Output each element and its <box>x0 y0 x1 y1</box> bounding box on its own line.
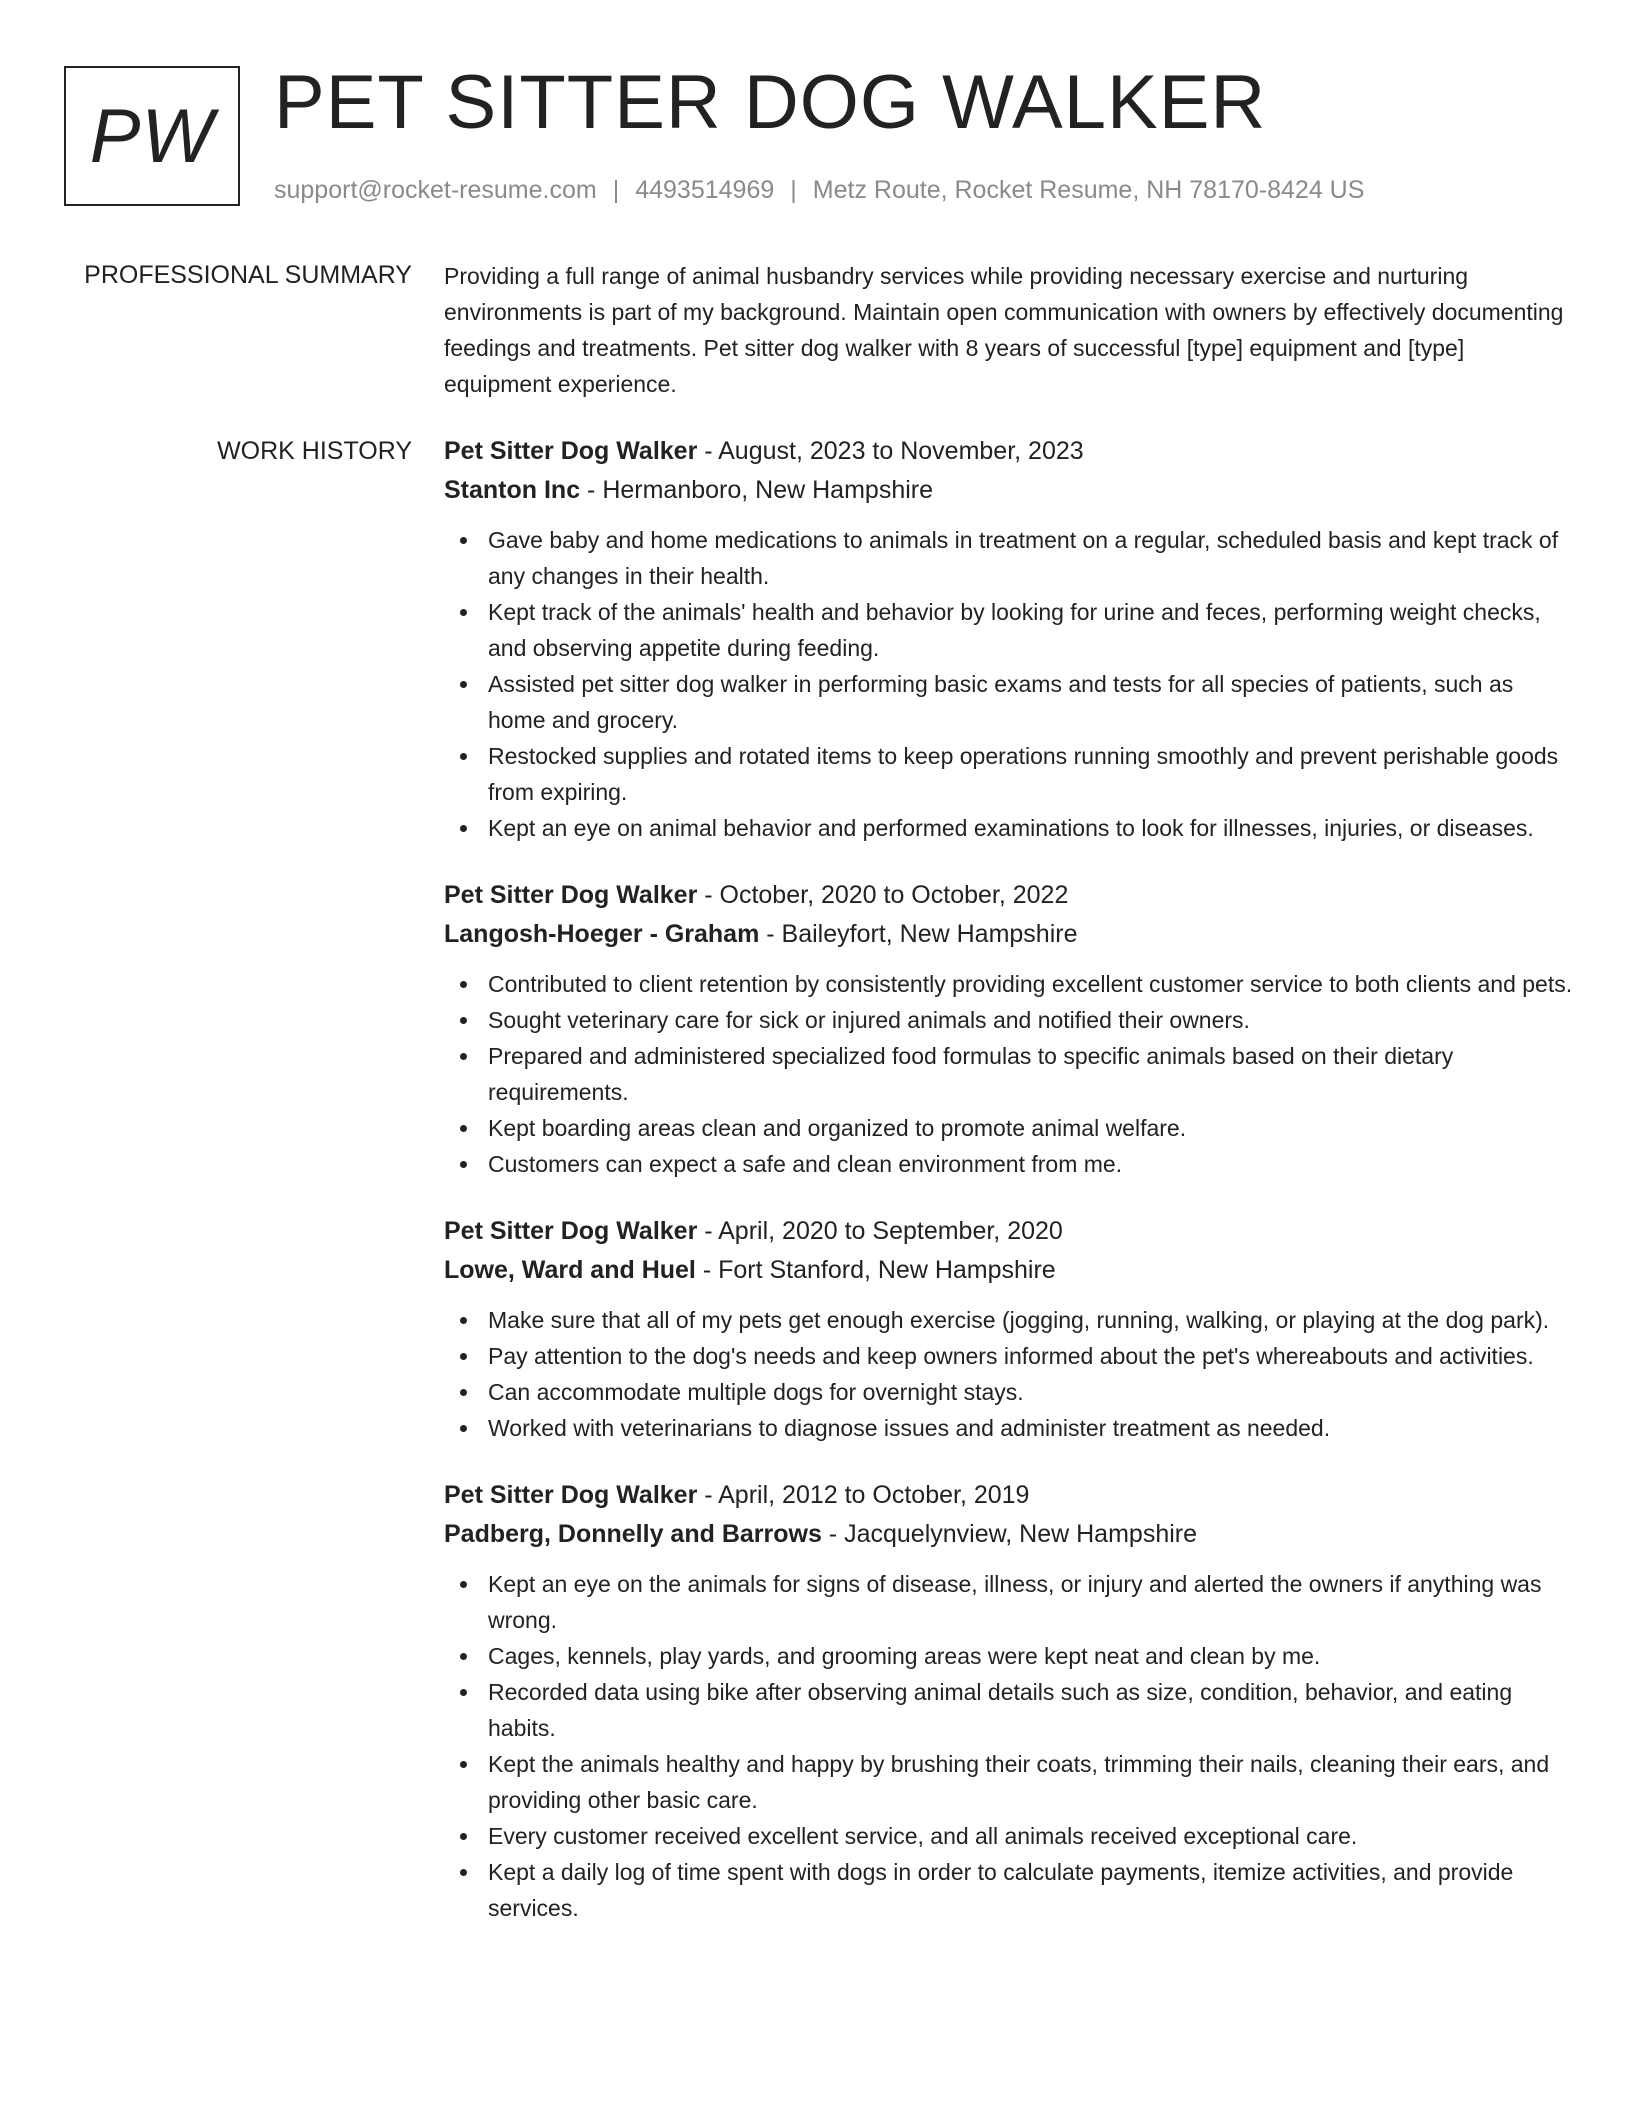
job-bullet-text: Cages, kennels, play yards, and grooming areas were kept neat and clean by me. <box>488 1643 1321 1669</box>
job-title-line <box>444 432 1574 471</box>
job-bullet <box>444 738 1574 810</box>
bullet-dot-icon <box>460 1017 467 1024</box>
job-bullet <box>444 666 1574 738</box>
bullet-dot-icon <box>460 1425 467 1432</box>
bullet-dot-icon <box>460 681 467 688</box>
job-dates: - October, 2020 to October, 2022 <box>697 881 1069 909</box>
job-bullet-text: Recorded data using bike after observing animal details such as size, condition, behavior, and eating habits. <box>488 1679 1513 1741</box>
job-bullet <box>444 1002 1574 1038</box>
job-bullet-text: Customers can expect a safe and clean environment from me. <box>488 1151 1123 1177</box>
bullet-dot-icon <box>460 1317 467 1324</box>
job-company: Langosh-Hoeger - Graham <box>444 920 760 948</box>
job-bullet-list <box>444 1302 1574 1446</box>
job-bullet-text: Make sure that all of my pets get enough exercise (jogging, running, walking, or playing at the dog park). <box>488 1307 1550 1333</box>
summary-text: Providing a full range of animal husbandry services while providing necessary exercise and nurturing environments is part of my background. Maintain open communication with owners by effectively documenting feedings and treatments. Pet sitter dog walker with 8 years of successful [type] equipment and [type] equipment experience. <box>444 263 1564 397</box>
job-location: - Jacquelynview, New Hampshire <box>821 1520 1198 1548</box>
summary-section-label: PROFESSIONAL SUMMARY <box>84 261 412 289</box>
contact-separator: | <box>612 176 620 204</box>
bullet-dot-icon <box>460 1761 467 1768</box>
job-bullet-text: Sought veterinary care for sick or injured animals and notified their owners. <box>488 1007 1250 1033</box>
work-history-section-label: WORK HISTORY <box>217 437 412 465</box>
job-bullet <box>444 1746 1574 1818</box>
job-bullet-text: Worked with veterinarians to diagnose issues and administer treatment as needed. <box>488 1415 1331 1441</box>
job-location: - Hermanboro, New Hampshire <box>580 476 934 504</box>
job-bullet <box>444 1338 1574 1374</box>
job-bullet <box>444 1566 1574 1638</box>
job-dates: - April, 2020 to September, 2020 <box>697 1217 1063 1245</box>
job-location: - Fort Stanford, New Hampshire <box>695 1256 1056 1284</box>
job-bullet <box>444 1410 1574 1446</box>
job-bullet-text: Kept the animals healthy and happy by brushing their coats, trimming their nails, cleaning their ears, and providing other basic care. <box>488 1751 1550 1813</box>
job-bullet <box>444 1674 1574 1746</box>
job-company-line <box>444 1251 1574 1290</box>
job-bullet-text: Kept track of the animals' health and behavior by looking for urine and feces, performing weight checks, and observing appetite during feeding. <box>488 599 1541 661</box>
bullet-dot-icon <box>460 1053 467 1060</box>
bullet-dot-icon <box>460 1653 467 1660</box>
contact-separator: | <box>790 176 797 204</box>
job-bullet <box>444 1818 1574 1854</box>
job-bullet-text: Prepared and administered specialized food formulas to specific animals based on their dietary requirements. <box>488 1043 1454 1105</box>
job-bullet-text: Kept an eye on animal behavior and performed examinations to look for illnesses, injuries, or diseases. <box>488 815 1534 841</box>
job-bullet-text: Can accommodate multiple dogs for overnight stays. <box>488 1379 1024 1405</box>
job-bullet-text: Contributed to client retention by consistently providing excellent customer service to both clients and pets. <box>488 971 1573 997</box>
work-history-list <box>444 432 1574 1956</box>
job-bullet <box>444 594 1574 666</box>
bullet-dot-icon <box>460 1161 467 1168</box>
job-title: Pet Sitter Dog Walker <box>444 1481 698 1509</box>
bullet-dot-icon <box>460 1833 467 1840</box>
job-company-line <box>444 915 1574 954</box>
job-dates: - April, 2012 to October, 2019 <box>697 1481 1030 1509</box>
job-company: Padberg, Donnelly and Barrows <box>444 1520 822 1548</box>
job-bullet <box>444 1638 1574 1674</box>
contact-email[interactable]: support@rocket-resume.com <box>274 176 597 204</box>
job-title-line <box>444 1476 1574 1515</box>
job-bullet <box>444 522 1574 594</box>
job-dates: - August, 2023 to November, 2023 <box>697 437 1084 465</box>
bullet-dot-icon <box>460 1389 467 1396</box>
bullet-dot-icon <box>460 537 467 544</box>
job-bullet-text: Kept an eye on the animals for signs of disease, illness, or injury and alerted the owners if anything was wrong. <box>488 1571 1542 1633</box>
job-company-line <box>444 1515 1574 1554</box>
contact-phone[interactable]: 4493514969 <box>635 176 775 204</box>
job-entry <box>444 876 1574 1182</box>
job-entry <box>444 1212 1574 1446</box>
bullet-dot-icon <box>460 609 467 616</box>
job-bullet-text: Restocked supplies and rotated items to keep operations running smoothly and prevent perishable goods from expiring. <box>488 743 1559 805</box>
bullet-dot-icon <box>460 1581 467 1588</box>
job-company: Lowe, Ward and Huel <box>444 1256 696 1284</box>
job-bullet-list <box>444 1566 1574 1926</box>
job-bullet-text: Kept a daily log of time spent with dogs in order to calculate payments, itemize activities, and provide services. <box>488 1859 1514 1921</box>
job-bullet-list <box>444 522 1574 846</box>
bullet-dot-icon <box>460 825 467 832</box>
resume-name: PET SITTER DOG WALKER <box>274 60 1267 145</box>
job-entry <box>444 1476 1574 1926</box>
job-bullet-text: Pay attention to the dog's needs and keep owners informed about the pet's whereabouts and activities. <box>488 1343 1534 1369</box>
job-bullet <box>444 1146 1574 1182</box>
job-bullet <box>444 1110 1574 1146</box>
job-bullet <box>444 1038 1574 1110</box>
bullet-dot-icon <box>460 1869 467 1876</box>
bullet-dot-icon <box>460 1353 467 1360</box>
job-bullet-text: Kept boarding areas clean and organized to promote animal welfare. <box>488 1115 1187 1141</box>
job-title-line <box>444 1212 1574 1251</box>
job-entry <box>444 432 1574 846</box>
bullet-dot-icon <box>460 1689 467 1696</box>
job-company-line <box>444 471 1574 510</box>
job-bullet-text: Every customer received excellent service, and all animals received exceptional care. <box>488 1823 1358 1849</box>
job-bullet-text: Assisted pet sitter dog walker in performing basic exams and tests for all species of patients, such as home and grocery. <box>488 671 1514 733</box>
bullet-dot-icon <box>460 981 467 988</box>
bullet-dot-icon <box>460 753 467 760</box>
job-location: - Baileyfort, New Hampshire <box>759 920 1078 948</box>
job-company: Stanton Inc <box>444 476 581 504</box>
job-bullet <box>444 1854 1574 1926</box>
job-bullet-list <box>444 966 1574 1182</box>
job-title: Pet Sitter Dog Walker <box>444 881 698 909</box>
job-bullet <box>444 810 1574 846</box>
job-bullet <box>444 1302 1574 1338</box>
job-title-line <box>444 876 1574 915</box>
contact-address: Metz Route, Rocket Resume, NH 78170-8424 US <box>812 176 1365 204</box>
monogram-logo: PW <box>64 66 240 206</box>
contact-line <box>274 174 1364 206</box>
job-title: Pet Sitter Dog Walker <box>444 1217 698 1245</box>
job-bullet <box>444 966 1574 1002</box>
bullet-dot-icon <box>460 1125 467 1132</box>
job-bullet-text: Gave baby and home medications to animals in treatment on a regular, scheduled basis and kept track of any changes in their health. <box>488 527 1559 589</box>
job-bullet <box>444 1374 1574 1410</box>
job-title: Pet Sitter Dog Walker <box>444 437 698 465</box>
